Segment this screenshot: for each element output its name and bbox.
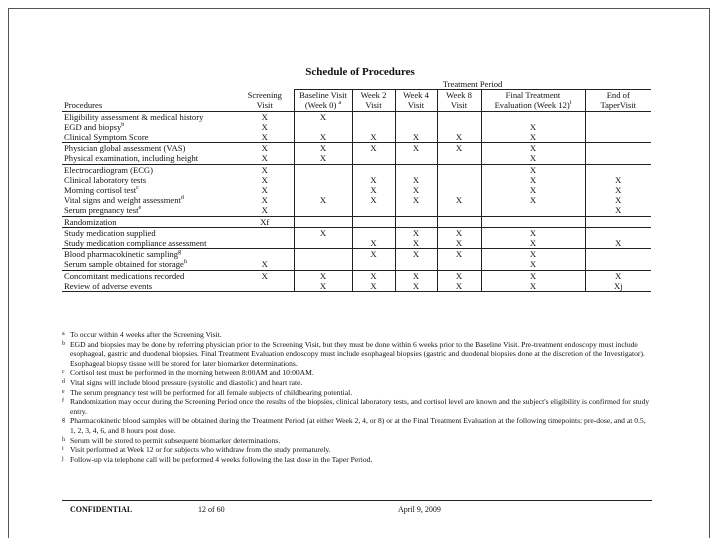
table-row bbox=[62, 175, 651, 185]
schedule-cell: X bbox=[585, 270, 651, 281]
table-row bbox=[62, 227, 651, 238]
schedule-cell: X bbox=[481, 175, 585, 185]
footnotes bbox=[62, 330, 652, 464]
schedule-cell bbox=[437, 216, 481, 227]
footnote-mark: b bbox=[62, 340, 65, 347]
footnote-text: Randomization may occur during the Screening Period once the results of the biopsies, clinical laboratory tests, and cortisol level are known and the subject's eligibility is confirmed for study entry. bbox=[70, 397, 650, 416]
schedule-cell: X bbox=[437, 281, 481, 292]
schedule-cell bbox=[481, 111, 585, 122]
schedule-cell bbox=[352, 227, 395, 238]
screening-visit-header: Screening Visit bbox=[236, 90, 294, 111]
schedule-cell: X bbox=[352, 281, 395, 292]
schedule-cell bbox=[352, 153, 395, 164]
procedure-name: Physical examination, including height bbox=[64, 153, 199, 164]
table-row bbox=[62, 249, 651, 260]
schedule-cell: X bbox=[481, 259, 585, 270]
schedule-cell: X bbox=[437, 227, 481, 238]
schedule-cell: X bbox=[261, 132, 268, 143]
procedure-name: Vital signs and weight assessment$^d$ bbox=[64, 195, 184, 206]
procedure-name: Review of adverse events bbox=[62, 281, 236, 292]
schedule-cell: X bbox=[236, 164, 294, 175]
footnote bbox=[62, 378, 652, 388]
schedule-cell: X bbox=[261, 153, 268, 164]
schedule-cell bbox=[437, 205, 481, 216]
schedule-cell: X bbox=[481, 238, 585, 249]
week4-visit-header: Week 4 Visit bbox=[395, 90, 437, 111]
schedule-cell: X bbox=[294, 111, 352, 122]
schedule-cell: X bbox=[294, 270, 352, 281]
page-title: Schedule of Procedures bbox=[305, 66, 415, 78]
footnote bbox=[62, 340, 652, 369]
footnote-text: EGD and biopsies may be done by referring physician prior to the Screening Visit, but they must be done within 6 weeks prior to the Baseline Visit. Pre-treatment endoscopy must include esophageal, gastric and duodenal biopsies. Final Treatment Evaluation endoscopy must include esophageal biopsies (gastric and duodenal biopsies done at the discretion of the Investigator). Esophageal biopsy tissue will be stored for later biomarker determinations. bbox=[70, 339, 645, 368]
footnote-text: The serum pregnancy test will be performed for all female subjects of childbearing potential. bbox=[70, 387, 353, 397]
schedule-cell: X bbox=[395, 185, 437, 195]
schedule-cell: X bbox=[261, 205, 268, 216]
schedule-cell: X bbox=[481, 195, 585, 205]
footnote-mark: c bbox=[62, 369, 65, 376]
footnote-mark: j bbox=[62, 455, 64, 462]
confidential-label: CONFIDENTIAL bbox=[70, 505, 133, 514]
procedure-name: Blood pharmacokinetic sampling$^g$ bbox=[62, 249, 236, 260]
schedule-cell bbox=[294, 205, 352, 216]
footnote bbox=[62, 416, 652, 435]
footnote bbox=[62, 445, 652, 455]
table-row bbox=[62, 270, 651, 281]
schedule-cell bbox=[352, 205, 395, 216]
page-number: 12 of 60 bbox=[198, 505, 225, 514]
footnote-mark: a bbox=[62, 331, 65, 337]
footnote bbox=[62, 455, 652, 465]
schedule-cell: X bbox=[294, 281, 352, 292]
schedule-cell: X bbox=[294, 143, 352, 154]
footnote bbox=[62, 436, 652, 446]
footnote-text: Follow-up via telephone call will be performed 4 weeks following the last dose in the Taper Period. bbox=[70, 454, 373, 464]
schedule-cell: X bbox=[261, 121, 268, 132]
week2-visit-header: Week 2 Visit bbox=[352, 90, 395, 111]
schedule-cell bbox=[585, 259, 651, 270]
footnote-mark: e bbox=[62, 388, 65, 395]
schedule-cell bbox=[294, 175, 352, 185]
schedule-cell: X bbox=[481, 153, 585, 164]
schedule-cell: X bbox=[395, 143, 437, 154]
schedule-cell bbox=[437, 111, 481, 122]
week8-visit-header: Week 8 Visit bbox=[437, 90, 481, 111]
procedure-name: Physician global assessment (VAS) bbox=[62, 143, 236, 154]
table-row bbox=[62, 281, 651, 292]
footnote-text: Vital signs will include blood pressure (systolic and diastolic) and heart rate. bbox=[70, 377, 303, 387]
procedure-name: EGD and biopsy$^b$ bbox=[64, 121, 125, 132]
schedule-cell: X bbox=[352, 132, 395, 143]
schedule-cell: X bbox=[236, 270, 294, 281]
schedule-cell bbox=[236, 281, 294, 292]
schedule-cell bbox=[437, 153, 481, 164]
schedule-cell: X bbox=[395, 132, 437, 143]
schedule-cell bbox=[294, 122, 352, 132]
schedule-cell: Xf bbox=[236, 216, 294, 227]
schedule-cell bbox=[437, 175, 481, 185]
schedule-cell bbox=[395, 216, 437, 227]
schedule-cell bbox=[294, 238, 352, 249]
schedule-cell: X bbox=[481, 227, 585, 238]
table-row bbox=[62, 122, 651, 132]
table-row bbox=[62, 153, 651, 164]
schedule-cell bbox=[437, 259, 481, 270]
baseline-visit-header: Baseline Visit (Week 0) $^a$ bbox=[294, 90, 352, 111]
schedule-cell: X bbox=[261, 185, 268, 196]
footnote-text: Cortisol test must be performed in the morning between 8:00AM and 10:00AM. bbox=[70, 368, 314, 378]
schedule-cell: X bbox=[294, 132, 352, 143]
procedures-table bbox=[62, 79, 651, 292]
schedule-cell: X bbox=[352, 143, 395, 154]
schedule-cell bbox=[352, 122, 395, 132]
schedule-cell bbox=[294, 249, 352, 260]
schedule-cell: X bbox=[585, 238, 651, 249]
procedure-name: Eligibility assessment & medical history bbox=[64, 111, 204, 122]
schedule-cell bbox=[395, 259, 437, 270]
table-row bbox=[62, 132, 651, 143]
procedure-name: Concomitant medications recorded bbox=[62, 270, 236, 281]
schedule-cell: X bbox=[352, 195, 395, 205]
table-row bbox=[62, 216, 651, 227]
schedule-cell: X bbox=[395, 270, 437, 281]
schedule-cell: X bbox=[481, 164, 585, 175]
schedule-cell: X bbox=[481, 132, 585, 143]
schedule-cell: X bbox=[437, 143, 481, 154]
schedule-cell bbox=[585, 143, 651, 154]
schedule-cell: X bbox=[437, 195, 481, 205]
schedule-cell: X bbox=[437, 270, 481, 281]
schedule-cell: X bbox=[481, 281, 585, 292]
schedule-cell: X bbox=[481, 249, 585, 260]
table-row bbox=[62, 238, 651, 249]
schedule-cell bbox=[395, 205, 437, 216]
schedule-cell bbox=[395, 153, 437, 164]
schedule-cell: X bbox=[395, 281, 437, 292]
schedule-cell: X bbox=[437, 238, 481, 249]
schedule-cell bbox=[294, 259, 352, 270]
schedule-cell: X bbox=[585, 195, 651, 205]
schedule-cell bbox=[395, 111, 437, 122]
schedule-cell: X bbox=[585, 175, 651, 185]
schedule-cell bbox=[294, 164, 352, 175]
schedule-cell bbox=[294, 216, 352, 227]
schedule-cell: X bbox=[585, 205, 651, 216]
final-treatment-header: Final Treatment Evaluation (Week 12)$^i$ bbox=[481, 90, 585, 111]
schedule-cell bbox=[352, 164, 395, 175]
footer-rule bbox=[62, 500, 652, 501]
schedule-cell bbox=[236, 249, 294, 260]
procedure-name: Randomization bbox=[62, 216, 236, 227]
schedule-cell bbox=[481, 205, 585, 216]
schedule-cell bbox=[352, 111, 395, 122]
footnote-text: Serum will be stored to permit subsequent biomarker determinations. bbox=[70, 435, 281, 445]
schedule-cell bbox=[437, 122, 481, 132]
schedule-cell bbox=[352, 216, 395, 227]
schedule-cell: X bbox=[481, 122, 585, 132]
footnote-mark: g bbox=[62, 417, 65, 424]
footnote bbox=[62, 388, 652, 398]
table-row bbox=[62, 195, 651, 205]
table-row bbox=[62, 164, 651, 175]
procedure-name: Serum pregnancy test$^e$ bbox=[64, 205, 142, 216]
footnote-text: Pharmacokinetic blood samples will be obtained during the Treatment Period (at either Week 2, 4, or 8) or at the Final Treatment Evaluation at the following timepoints: pre-dose, and at 0.5, 1, 2, 3, 4, 6, and 8 hours post dose. bbox=[70, 416, 646, 435]
schedule-cell bbox=[437, 185, 481, 195]
footnote bbox=[62, 330, 652, 340]
table-row bbox=[62, 259, 651, 270]
footnote bbox=[62, 368, 652, 378]
schedule-cell: X bbox=[585, 185, 651, 195]
schedule-cell bbox=[585, 153, 651, 164]
footnote-mark: f bbox=[62, 398, 64, 405]
schedule-cell: X bbox=[261, 259, 268, 270]
schedule-cell bbox=[481, 216, 585, 227]
schedule-cell: X bbox=[352, 238, 395, 249]
schedule-cell: X bbox=[437, 249, 481, 260]
schedule-cell bbox=[585, 111, 651, 122]
table-row bbox=[62, 143, 651, 154]
schedule-cell bbox=[585, 216, 651, 227]
procedure-name: Clinical Symptom Score bbox=[64, 132, 149, 143]
schedule-cell: X bbox=[395, 175, 437, 185]
schedule-cell bbox=[236, 227, 294, 238]
schedule-cell: X bbox=[352, 185, 395, 195]
schedule-cell bbox=[585, 122, 651, 132]
schedule-cell bbox=[352, 259, 395, 270]
schedule-cell: X bbox=[481, 143, 585, 154]
schedule-cell: X bbox=[352, 270, 395, 281]
footnote-mark: i bbox=[62, 446, 64, 453]
schedule-cell: X bbox=[352, 249, 395, 260]
schedule-cell: X bbox=[395, 227, 437, 238]
schedule-cell bbox=[395, 164, 437, 175]
schedule-cell: X bbox=[294, 153, 352, 164]
footnote-mark: h bbox=[62, 436, 65, 443]
schedule-cell: X bbox=[261, 195, 268, 206]
schedule-cell: X bbox=[261, 174, 268, 185]
schedule-cell bbox=[437, 164, 481, 175]
procedure-name: Electrocardiogram (ECG) bbox=[62, 164, 236, 175]
table-row bbox=[62, 185, 651, 195]
footnote-mark: d bbox=[62, 378, 65, 385]
procedure-name: Clinical laboratory tests bbox=[64, 174, 147, 185]
table-row bbox=[62, 205, 651, 216]
table-row bbox=[62, 111, 651, 122]
footnote-text: Visit performed at Week 12 or for subjects who withdraw from the study prematurely. bbox=[70, 445, 331, 455]
schedule-cell: X bbox=[437, 132, 481, 143]
schedule-cell: Xj bbox=[585, 281, 651, 292]
treatment-period-header: Treatment Period bbox=[294, 79, 651, 90]
schedule-cell: X bbox=[261, 111, 268, 122]
schedule-cell: X bbox=[352, 175, 395, 185]
schedule-cell: X bbox=[294, 195, 352, 205]
schedule-cell: X bbox=[395, 238, 437, 249]
schedule-cell: X bbox=[481, 185, 585, 195]
schedule-cell: X bbox=[236, 143, 294, 154]
schedule-cell: X bbox=[481, 270, 585, 281]
schedule-cell bbox=[585, 227, 651, 238]
schedule-cell: X bbox=[395, 195, 437, 205]
schedule-cell bbox=[585, 164, 651, 175]
document-date: April 9, 2009 bbox=[398, 505, 441, 514]
taper-visit-header: End of TaperVisit bbox=[585, 90, 651, 111]
procedures-header: Procedures bbox=[62, 90, 236, 111]
schedule-cell bbox=[395, 122, 437, 132]
procedure-name: Study medication supplied bbox=[62, 227, 236, 238]
schedule-cell: X bbox=[395, 249, 437, 260]
schedule-cell bbox=[585, 132, 651, 143]
procedure-name: Serum sample obtained for storage$^h$ bbox=[64, 259, 187, 270]
footnote-text: To occur within 4 weeks after the Screening Visit. bbox=[70, 330, 222, 339]
schedule-cell bbox=[585, 249, 651, 260]
schedule-cell: X bbox=[294, 227, 352, 238]
procedures-table-body bbox=[62, 111, 651, 291]
schedule-cell bbox=[236, 238, 294, 249]
procedure-name: Morning cortisol test$^c$ bbox=[64, 185, 139, 196]
procedure-name: Study medication compliance assessment bbox=[64, 238, 207, 249]
schedule-cell bbox=[294, 185, 352, 195]
footnote bbox=[62, 397, 652, 416]
